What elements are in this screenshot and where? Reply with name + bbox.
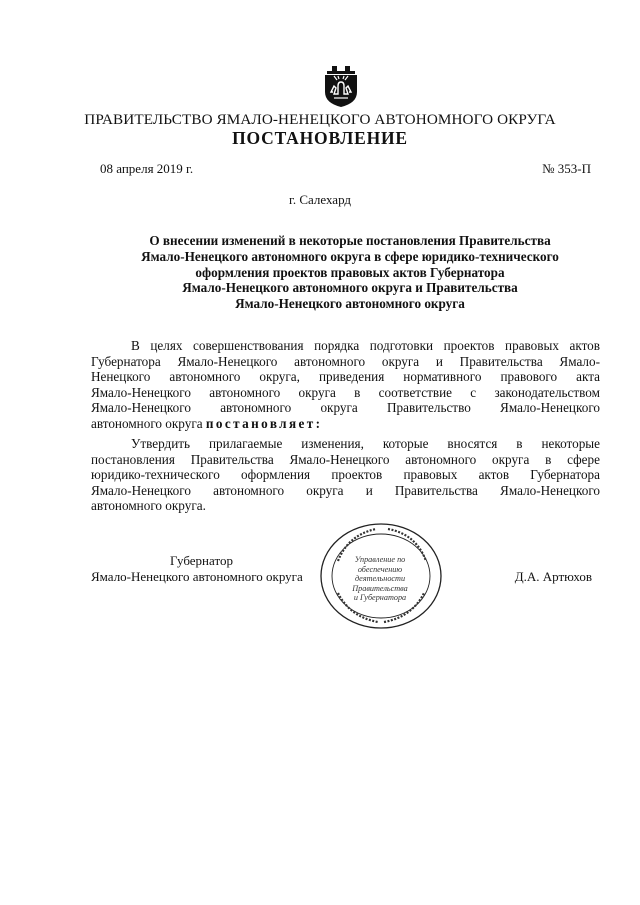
paragraph-line: постановления Правительства Ямало-Ненецкого автономного округа в сфере [91,451,600,467]
paragraph-line: Ямало-Ненецкого автономного округа в соответствие с законодательством [91,384,600,400]
signatory-region: Ямало-Ненецкого автономного округа [91,569,303,584]
paragraph-line: Ненецкого автономного округа, приведения нормативного правового акта [91,369,600,385]
subject-line: Ямало-Ненецкого автономного округа в сфере юридико-технического [141,248,559,264]
subject-line: Ямало-Ненецкого автономного округа [235,296,465,312]
body-paragraph-2 [91,436,600,514]
body-paragraph-1 [91,338,600,432]
signatory-name: Д.А. Артюхов [514,569,592,584]
document-number: № 353-П [542,161,591,176]
paragraph-line: автономного округа. [91,498,206,514]
subject-line: Ямало-Ненецкого автономного округа и Правительства [182,280,518,296]
document-subject [100,233,600,312]
coat-of-arms-emblem [320,62,362,108]
paragraph-line: юридико-технического оформления проектов правовых актов Губернатора [91,467,600,483]
subject-line: О внесении изменений в некоторые постановления Правительства [149,233,551,248]
paragraph-line: В целях совершенствования порядка подготовки проектов правовых актов [131,338,600,353]
paragraph-line: Ямало-Ненецкого автономного округа и Правительства Ямало-Ненецкого [91,482,600,498]
stamp-line: обеспечению [357,564,403,574]
stamp-line: Правительства [352,583,408,593]
subject-line: оформления проектов правовых актов Губернатора [195,264,505,280]
document-city: г. Салехард [288,192,352,207]
document-type: ПОСТАНОВЛЕНИЕ [232,128,408,148]
government-title: ПРАВИТЕЛЬСТВО ЯМАЛО-НЕНЕЦКОГО АВТОНОМНОГО ОКРУГА [84,111,556,128]
stamp-line: и Губернатора [353,593,407,603]
resolution-keyword: постановляет: [205,415,323,431]
signatory-position [91,553,303,585]
stamp-text [340,555,420,603]
document-date: 08 апреля 2019 г. [100,161,194,176]
stamp-line: деятельности [354,574,406,584]
stamp-line: Управление по [354,555,406,564]
paragraph-line-text: автономного округа [91,415,203,431]
paragraph-line: Губернатора Ямало-Ненецкого автономного округа и Правительства Ямало- [91,353,600,369]
signatory-title: Губернатор [170,553,233,568]
paragraph-line [91,416,600,432]
paragraph-line: Ямало-Ненецкого автономного округа Правительство Ямало-Ненецкого [91,400,600,416]
paragraph-line: Утвердить прилагаемые изменения, которые вносятся в некоторые [131,436,600,451]
